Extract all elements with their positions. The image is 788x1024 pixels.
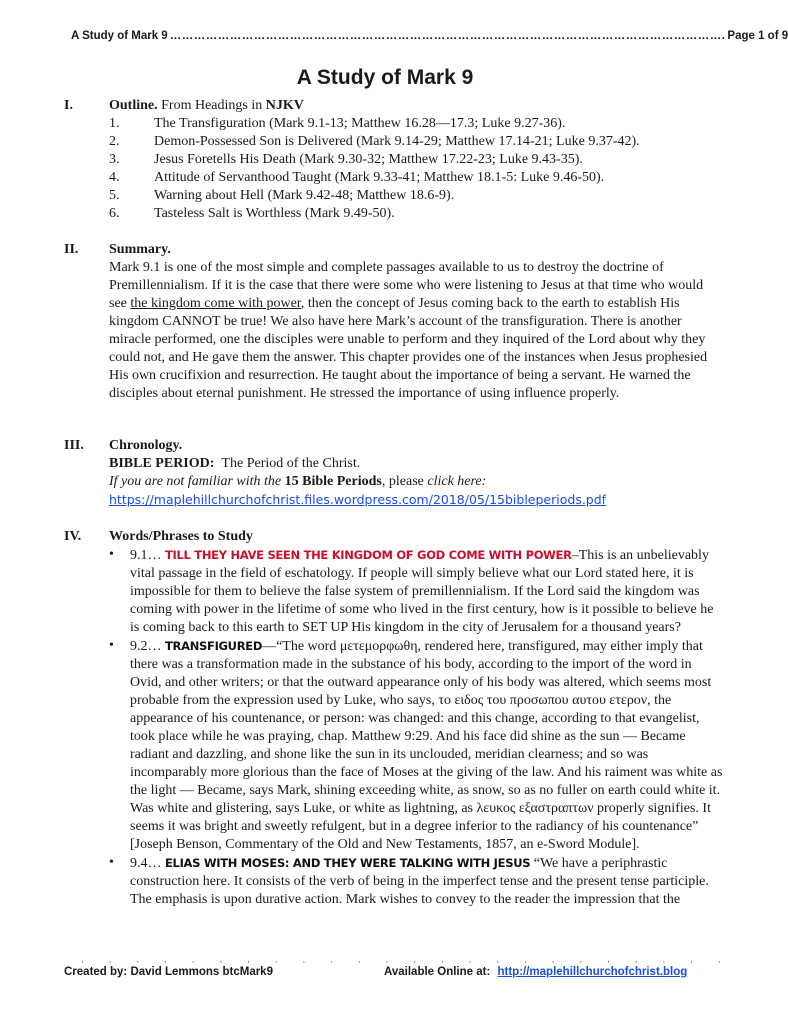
border-dot-icon: · (136, 958, 140, 968)
border-dot-icon: · (717, 958, 721, 968)
word-study-item (109, 854, 723, 909)
version-label: NJKV (265, 98, 304, 113)
outline-item (109, 115, 723, 133)
study-phrase: ELIAS WITH MOSES: AND THEY WERE TALKING WITH JESUS (165, 856, 531, 870)
border-dot-icon: · (191, 958, 195, 968)
header-title: A Study of Mark 9 (71, 30, 168, 42)
study-phrase: TRANSFIGURED (165, 639, 263, 653)
bible-period-value: The Period of the Christ. (221, 456, 361, 471)
bible-periods-hint (109, 473, 723, 491)
bullet-icon: • (109, 547, 114, 562)
outline-item (109, 133, 723, 151)
border-dot-icon: · (219, 958, 223, 968)
footer-availability (384, 966, 687, 978)
outline-item (109, 187, 723, 205)
outline-item-text: The Transfiguration (Mark 9.1-13; Matthew 16.28—17.3; Luke 9.27-36). (154, 116, 566, 131)
border-dot-icon: · (385, 958, 389, 968)
outline-heading (109, 97, 723, 115)
bullet-icon: • (109, 855, 114, 870)
outline-item (109, 169, 723, 187)
outline-heading-rest: From Headings in (161, 98, 263, 113)
outline-item-number: 1. (109, 116, 120, 131)
outline-list (109, 115, 723, 223)
hint-text: If you are not familiar with the (109, 474, 282, 489)
study-text: –This is an unbelievably vital passage in the field of eschatology. If people will simply believe what our Lord stated here, it is impossible for them to believe the false system of premillennialism. If the Lord said the kingdom was coming with power in the lifetime of some who lived in the first century, how is it possible to believe he is coming back to this earth to SET UP His kingdom in the city of Jerusalem for a thousand years? (130, 548, 714, 635)
word-study-item (109, 546, 723, 637)
border-dot-icon: · (690, 958, 693, 968)
section-heading: Summary. (109, 242, 171, 257)
border-dot-icon: · (274, 958, 278, 968)
border-dot-icon: · (662, 958, 666, 968)
outline-item-text: Warning about Hell (Mark 9.42-48; Matthew 18.6-9). (154, 188, 455, 203)
section-numeral: II. (64, 242, 79, 257)
bible-periods-link[interactable]: https://maplehillchurchofchrist.files.wordpress.com/2018/05/15bibleperiods.pdf (109, 492, 607, 507)
border-dot-icon: · (524, 958, 527, 968)
outline-item-number: 5. (109, 188, 120, 203)
words-list (109, 546, 723, 909)
header-dot-leader: …………………………………………………………………………………………………………………………. (169, 30, 726, 42)
section-numeral: III. (64, 438, 84, 453)
border-dot-icon: · (468, 958, 472, 968)
running-header (71, 30, 788, 42)
section-heading: Outline. (109, 98, 158, 113)
study-phrase: TILL THEY HAVE SEEN THE KINGDOM OF GOD COME WITH POWER (165, 548, 572, 562)
outline-item-text: Jesus Foretells His Death (Mark 9.30-32; Matthew 17.22-23; Luke 9.43-35). (154, 152, 583, 167)
outline-item-text: Demon-Possessed Son is Delivered (Mark 9.14-29; Matthew 17.14-21; Luke 9.37-42). (154, 134, 640, 149)
study-text: —“The word μετεμορφωθη, rendered here, transfigured, may either imply that there was a transformation made in the substance of his body, according to the import of the word in Ovid, and other writers; or that the outward appearance only of his body was altered, which seems most probable from the expression used by Luke, who says, το ειδος του προσωπου αυτου ετερον, the appearance of his countenance, or person: was changed: and this change, according to that evangelist, took place while he was praying, chap. Matthew 9:29. And his face did shine as the sun — Became radiant and dazzling, and shone like the sun in its unclouded, meridian clearness; and so was incomparably more glorious than the face of Moses at the giving of the law. And his raiment was white as the light — Became, says Mark, shining exceeding white, as snow, so as no fuller on earth could white it. Was white and glistering, says Luke, or white as lightning, as λευκος εξαστραπτων properly signifies. It seems it was bright and sweetly refulgent, but in a degree inferior to the radiancy of his countenance” [Joseph Benson, Commentary of the Old and New Testaments, 1857, an e-Sword Module]. (130, 639, 723, 852)
border-dot-icon: · (164, 958, 167, 968)
summary-text: Mark 9.1 is one of the most simple and complete passages available to us to destroy the doctrine of Premillennialism. If it is the case that there were some who were listening to Jesus at that time who would see (109, 260, 704, 311)
border-dot-icon: · (81, 958, 84, 968)
hint-text: , please (381, 474, 424, 489)
verse-reference: 9.2… (130, 639, 162, 654)
border-dot-icon: · (579, 958, 583, 968)
underlined-phrase: the kingdom come with power (130, 296, 301, 311)
bible-period-line (109, 455, 723, 473)
word-study-item (109, 637, 723, 854)
document-title: A Study of Mark 9 (296, 66, 474, 89)
border-dot-icon: · (330, 958, 334, 968)
hint-colon: : (481, 474, 487, 489)
border-dot-icon: · (634, 958, 638, 968)
outline-item-number: 3. (109, 152, 120, 167)
header-page-number: Page 1 of 9 (727, 30, 788, 42)
outline-item-number: 6. (109, 206, 120, 221)
summary-paragraph (109, 259, 723, 403)
verse-reference: 9.4… (130, 856, 162, 871)
study-text: “We have a periphrastic construction here. It consists of the verb of being in the imperfect tense and the present tense participle. The emphasis is upon durative action. Mark wishes to convey to the reader the impression that the (130, 856, 709, 907)
outline-item (109, 151, 723, 169)
border-dot-icon: · (496, 958, 500, 968)
border-dot-icon: · (357, 958, 361, 968)
border-dot-icon: · (302, 958, 306, 968)
outline-item-text: Tasteless Salt is Worthless (Mark 9.49-50). (154, 206, 395, 221)
border-dot-icon: · (551, 958, 555, 968)
section-numeral: I. (64, 98, 73, 113)
border-dot-icon: · (247, 958, 250, 968)
click-here-text: click here (427, 474, 482, 489)
border-dot-icon: · (413, 958, 417, 968)
bullet-icon: • (109, 638, 114, 653)
border-dot-icon: · (108, 958, 112, 968)
outline-item-number: 2. (109, 134, 120, 149)
border-dot-icon: · (440, 958, 444, 968)
section-heading: Words/Phrases to Study (109, 529, 253, 544)
outline-item (109, 205, 723, 223)
bible-period-label: BIBLE PERIOD: (109, 456, 215, 471)
summary-text: , then the concept of Jesus coming back to the earth to establish His kingdom CANNOT be true! We also have here Mark’s account of the transfiguration. There is another miracle performed, one the disciples were unable to perform and they inquired of the Lord about why they could not, and He gave them the answer. This chapter provides one of the instances when Jesus prophesied His own crucifixion and resurrection. He taught about the importance of being a servant. He warned the disciples about eternal punishment. He stressed the importance of using influence properly. (109, 296, 708, 401)
outline-item-number: 4. (109, 170, 120, 185)
section-heading: Chronology. (109, 438, 183, 453)
hint-bold-text: 15 Bible Periods (284, 474, 382, 489)
footer-available-label: Available Online at: (384, 966, 491, 978)
section-numeral: IV. (64, 529, 82, 544)
outline-item-text: Attitude of Servanthood Taught (Mark 9.33-41; Matthew 18.1-5: Luke 9.46-50). (154, 170, 605, 185)
footer-blog-link[interactable]: http://maplehillchurchofchrist.blog (497, 966, 688, 978)
border-dot-icon: · (607, 958, 610, 968)
verse-reference: 9.1… (130, 548, 162, 563)
footer-credit: Created by: David Lemmons btcMark9 (64, 966, 273, 978)
